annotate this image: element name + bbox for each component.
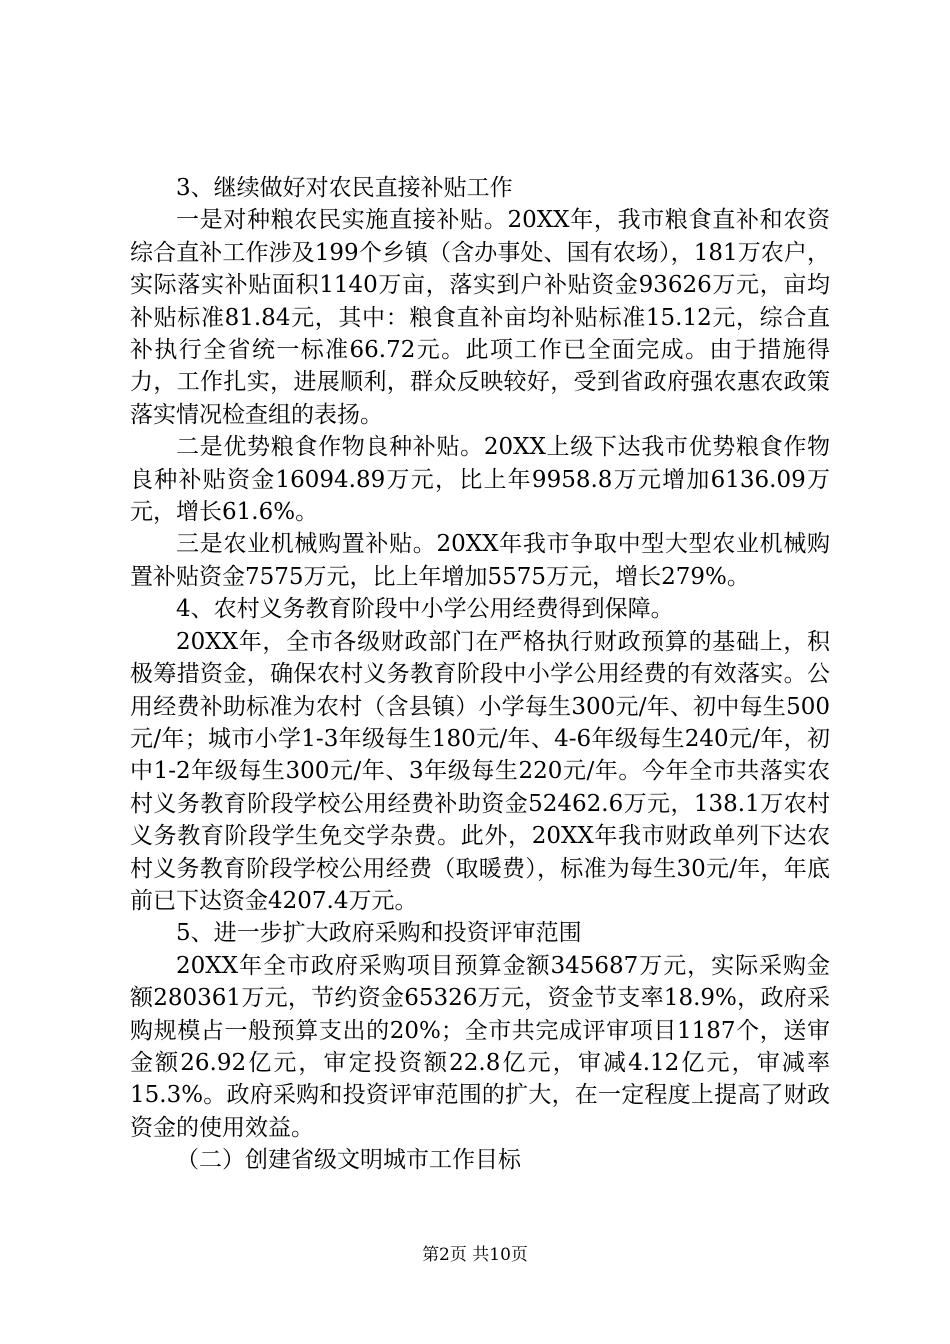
document-body — [130, 172, 830, 1177]
page-footer — [0, 1243, 950, 1267]
paragraph-seed-subsidy: 二是优势粮食作物良种补贴。20XX上级下达我市优势粮食作物良种补贴资金16094.89万元，比上年9958.8万元增加6136.09万元，增长61.6%。 — [130, 434, 830, 526]
section-heading-5: 5、进一步扩大政府采购和投资评审范围 — [176, 920, 582, 947]
section-heading-4: 4、农村义务教育阶段中小学公用经费得到保障。 — [176, 596, 674, 623]
paragraph-grain-subsidy: 一是对种粮农民实施直接补贴。20XX年，我市粮食直补和农资综合直补工作涉及199个乡镇（含办事处、国有农场），181万农户，实际落实补贴面积1140万亩，落实到户补贴资金93626万元，亩均补贴标准81.84元，其中：粮食直补亩均补贴标准15.12元，综合直补执行全省统一标准66.72元。此项工作已全面完成。由于措施得力，工作扎实，进展顺利，群众反映较好，受到省政府强农惠农政策落实情况检查组的表扬。 — [130, 207, 830, 428]
paragraph-education-funding: 20XX年，全市各级财政部门在严格执行财政预算的基础上，积极筹措资金，确保农村义务教育阶段中小学公用经费的有效落实。公用经费补助标准为农村（含县镇）小学每生300元/年、初中每生500元/年；城市小学1-3年级每生180元/年、4-6年级每生240元/年，初中1-2年级每生300元/年、3年级每生220元/年。今年全市共落实农村义务教育阶段学校公用经费补助资金52462.6万元，138.1万农村义务教育阶段学生免交学杂费。此外，20XX年我市财政单列下达农村义务教育阶段学校公用经费（取暖费），标准为每生30元/年，年底前已下达资金4207.4万元。 — [130, 628, 830, 914]
paragraph-procurement: 20XX年全市政府采购项目预算金额345687万元，实际采购金额280361万元，节约资金65326万元，资金节支率18.9%，政府采购规模占一般预算支出的20%；全市共完成评审项目1187个，送审金额26.92亿元，审定投资额22.8亿元，审减4.12亿元，审减率15.3%。政府采购和投资评审范围的扩大，在一定程度上提高了财政资金的使用效益。 — [130, 952, 830, 1141]
paragraph-machinery-subsidy: 三是农业机械购置补贴。20XX年我市争取中型大型农业机械购置补贴资金7575万元，比上年增加5575万元，增长279%。 — [130, 531, 830, 590]
section-heading-civilized-city: （二）创建省级文明城市工作目标 — [176, 1147, 521, 1174]
section-heading-3: 3、继续做好对农民直接补贴工作 — [176, 175, 513, 201]
page-number: 第2页 共10页 — [422, 1245, 528, 1265]
